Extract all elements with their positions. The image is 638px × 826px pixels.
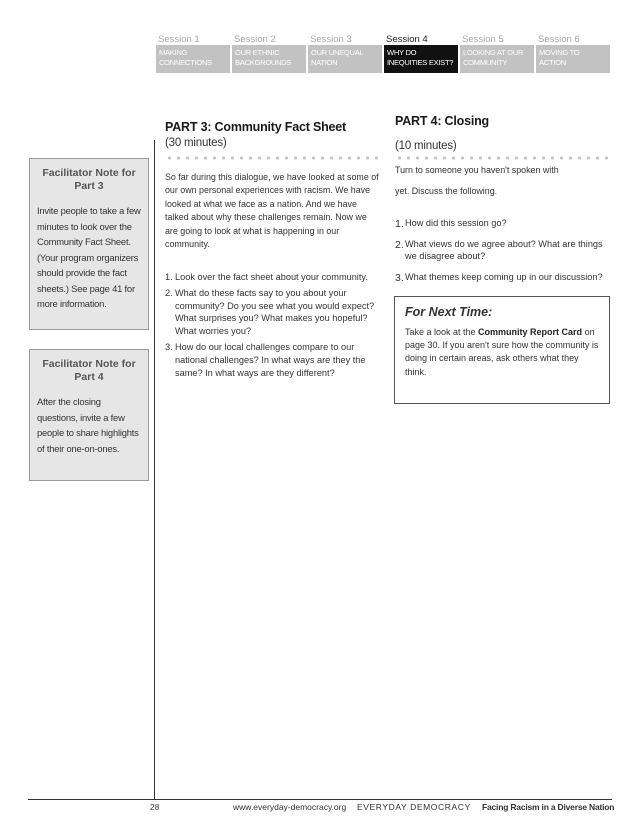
list-number: 1. bbox=[395, 218, 404, 230]
part-3-heading: PART 3: Community Fact Sheet bbox=[165, 120, 346, 134]
session-number: Session 1 bbox=[158, 34, 200, 45]
session-tab-4-active[interactable] bbox=[384, 34, 458, 74]
session-title: LOOKING AT OUR COMMUNITY bbox=[460, 45, 534, 73]
session-number: Session 6 bbox=[538, 34, 580, 45]
next-time-text-after: on page 30. If you aren't sure how the community is doing in certain areas, ask others what they think. bbox=[405, 327, 599, 377]
list-item bbox=[165, 341, 381, 379]
session-tab-1[interactable] bbox=[156, 34, 230, 74]
session-title: OUR UNEQUAL NATION bbox=[308, 45, 382, 73]
session-title: WHY DO INEQUITIES EXIST? bbox=[384, 45, 458, 73]
part-3-list bbox=[165, 271, 381, 382]
list-text: What views do we agree about? What are things we disagree about? bbox=[405, 238, 603, 262]
note-title: Facilitator Note for Part 3 bbox=[42, 167, 136, 192]
list-item bbox=[395, 238, 611, 263]
list-item bbox=[165, 271, 381, 284]
list-number: 2. bbox=[165, 287, 173, 298]
session-title: MOVING TO ACTION bbox=[536, 45, 610, 73]
session-title: MAKING CONNECTIONS bbox=[156, 45, 230, 73]
facilitator-note-part-4 bbox=[29, 349, 149, 481]
part-3-intro: So far during this dialogue, we have looked at some of our own personal experiences with racism. We have looked at what we face as a nation. And we have talked about why these challenges remain. Now we are going to look at what is happening in our community. bbox=[165, 172, 379, 250]
session-tab-3[interactable] bbox=[308, 34, 382, 74]
list-text: How do our local challenges compare to our national challenges? In what ways are they the same? In what ways are they different? bbox=[175, 341, 366, 378]
part-3-duration: (30 minutes) bbox=[165, 137, 227, 149]
footer-divider bbox=[28, 799, 612, 800]
footer-book-title: Facing Racism in a Diverse Nation bbox=[482, 802, 615, 812]
part-4-list bbox=[395, 217, 611, 291]
list-text: Look over the fact sheet about your community. bbox=[175, 272, 368, 282]
note-body: Invite people to take a few minutes to look over the Community Fact Sheet. (Your program organizers should provide the fact sheets.) See page 41 for more information. bbox=[37, 205, 141, 309]
list-number: 3. bbox=[165, 341, 173, 352]
next-time-title: For Next Time: bbox=[405, 305, 493, 319]
list-text: How did this session go? bbox=[405, 218, 507, 228]
part-4-intro-line-2: yet. Discuss the following. bbox=[395, 186, 498, 196]
next-time-text bbox=[405, 326, 599, 379]
footer-org: EVERYDAY DEMOCRACY bbox=[357, 802, 471, 812]
session-nav bbox=[156, 34, 610, 74]
list-item bbox=[395, 271, 611, 284]
session-tab-6[interactable] bbox=[536, 34, 610, 74]
session-number: Session 4 bbox=[386, 34, 428, 45]
next-time-box bbox=[394, 296, 610, 404]
dotted-divider bbox=[395, 156, 611, 160]
list-number: 3. bbox=[395, 271, 404, 284]
part-4-duration: (10 minutes) bbox=[395, 140, 457, 152]
list-text: What themes keep coming up in our discussion? bbox=[405, 271, 603, 282]
page-number: 28 bbox=[150, 802, 160, 812]
community-report-card-ref: Community Report Card bbox=[478, 327, 583, 337]
facilitator-note-part-3 bbox=[29, 158, 149, 330]
list-item bbox=[165, 287, 381, 338]
session-number: Session 2 bbox=[234, 34, 276, 45]
next-time-text-before: Take a look at the bbox=[405, 327, 479, 337]
session-number: Session 3 bbox=[310, 34, 352, 45]
session-title: OUR ETHNIC BACKGROUNDS bbox=[232, 45, 306, 73]
note-body: After the closing questions, invite a few people to share highlights of their one-on-ones. bbox=[37, 396, 139, 454]
session-number: Session 5 bbox=[462, 34, 504, 45]
list-number: 2. bbox=[395, 238, 404, 251]
part-4-heading: PART 4: Closing bbox=[395, 114, 489, 128]
dotted-divider bbox=[165, 156, 381, 160]
list-text: What do these facts say to you about your community? Do you see what you would expect? What surprises you? What makes you hopeful? What worries you? bbox=[175, 287, 375, 337]
session-tab-2[interactable] bbox=[232, 34, 306, 74]
part-4-intro-line-1: Turn to someone you haven't spoken with bbox=[395, 165, 559, 175]
note-title: Facilitator Note for Part 4 bbox=[42, 358, 136, 383]
session-tab-5[interactable] bbox=[460, 34, 534, 74]
vertical-divider bbox=[154, 140, 155, 800]
list-number: 1. bbox=[165, 272, 173, 282]
footer-url[interactable]: www.everyday-democracy.org bbox=[233, 802, 347, 812]
list-item bbox=[395, 217, 611, 230]
